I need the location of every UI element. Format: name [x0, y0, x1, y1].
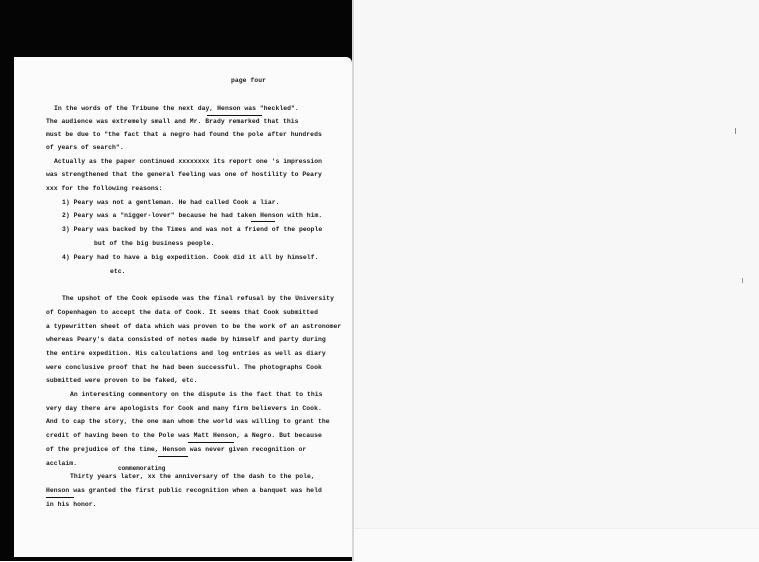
text-line: The audience was extremely small and Mr. Brady remarked that this	[46, 118, 299, 125]
text-line: Actually as the paper continued xxxxxxxx its report one 's impression	[54, 158, 323, 165]
scan-speck	[742, 278, 743, 283]
text-line: submitted were proven to be faked, etc.	[46, 377, 198, 384]
text-line: An interesting commentory on the dispute is the fact that to this	[70, 391, 323, 398]
underline-mark	[207, 115, 262, 116]
underline-mark	[251, 221, 275, 222]
text-line: credit of having been to the Pole was Matt Henson, a Negro. But because	[46, 432, 322, 439]
text-line: a typewritten sheet of data which was proven to be the work of an astronomer	[46, 323, 342, 330]
list-item: 3) Peary was backed by the Times and was not a friend of the people	[62, 226, 323, 233]
text-line: was strengthened that the general feeling was one of hostility to Peary	[46, 171, 322, 178]
underline-mark	[46, 497, 74, 498]
text-line: whereas Peary's data consisted of notes made by himself and party during	[46, 336, 326, 343]
list-item-continuation: but of the big business people.	[94, 240, 215, 247]
list-item: 1) Peary was not a gentleman. He had called Cook a liar.	[62, 199, 280, 206]
text-line: Thirty years later, xx the anniversary of the dash to the pole,	[70, 473, 315, 480]
text-line: of years of search".	[46, 144, 124, 151]
text-line: in his honor.	[46, 501, 97, 508]
list-item: 2) Peary was a "nigger-lover" because he had taken Henson with him.	[62, 212, 323, 219]
text-line: And to cap the story, the one man whom the world was willing to grant the	[46, 418, 330, 425]
text-line: of the prejudice of the time, Henson was never given recognition or	[46, 446, 307, 453]
text-line: acclaim.	[46, 460, 78, 467]
page-number: page four	[231, 77, 266, 84]
text-line: the entire expedition. His calculations and log entries as well as diary	[46, 350, 326, 357]
page-gutter	[352, 0, 354, 561]
blank-right-page	[353, 0, 759, 561]
underline-mark	[158, 456, 188, 457]
text-line: Henson was granted the first public recognition when a banquet was held	[46, 487, 322, 494]
underline-mark	[188, 442, 234, 443]
text-line: of Copenhagen to accept the data of Cook. It seems that Cook submitted	[46, 309, 318, 316]
scan-speck	[735, 128, 736, 134]
text-line: xxx for the following reasons:	[46, 185, 163, 192]
text-line: must be due to "the fact that a negro had found the pole after hundreds	[46, 131, 322, 138]
text-line: etc.	[110, 268, 126, 275]
handwritten-insertion: commemorating	[118, 465, 166, 472]
page-bottom-edge	[353, 528, 759, 562]
text-line: very day there are apologists for Cook and many firm believers in Cook.	[46, 405, 322, 412]
text-line: were conclusive proof that he had been successful. The photographs Cook	[46, 364, 322, 371]
text-line: The upshot of the Cook episode was the final refusal by the University	[62, 295, 334, 302]
text-line: In the words of the Tribune the next day, Henson was "heckled".	[54, 105, 299, 112]
list-item: 4) Peary had to have a big expedition. Cook did it all by himself.	[62, 254, 319, 261]
